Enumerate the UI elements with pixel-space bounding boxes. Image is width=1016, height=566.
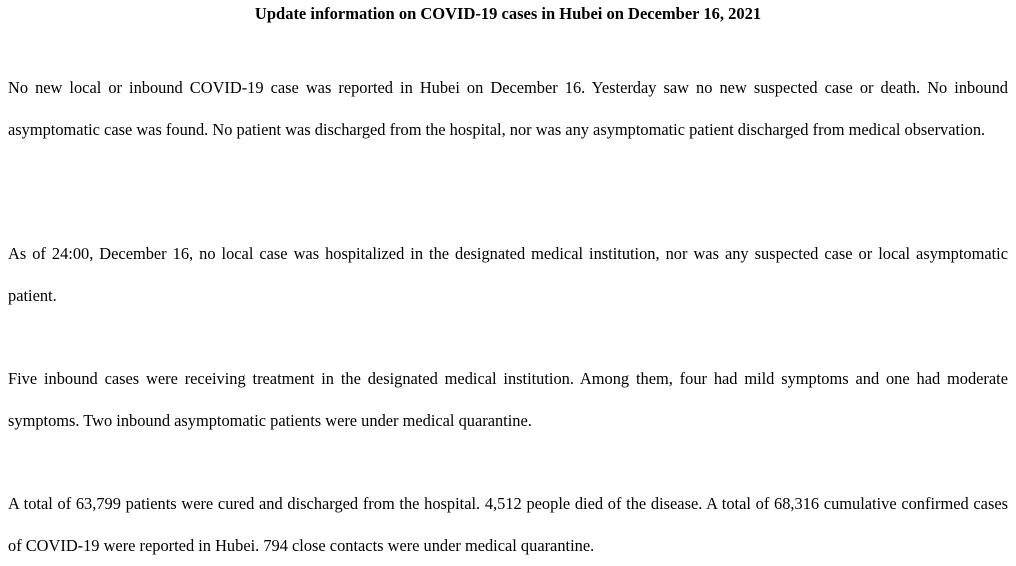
paragraph-hospitalized-status: As of 24:00, December 16, no local case was hospitalized in the designated medical institution, nor was any suspected case or local asymptomatic patient. xyxy=(8,244,1008,305)
document-title: Update information on COVID-19 cases in Hubei on December 16, 2021 xyxy=(254,4,762,23)
paragraph-inbound-treatment: Five inbound cases were receiving treatment in the designated medical institution. Among them, four had mild symptoms and one had moderate symptoms. Two inbound asymptomatic patients were under medical quarantine. xyxy=(8,369,1008,430)
paragraph-new-cases: No new local or inbound COVID-19 case was reported in Hubei on December 16. Yesterday saw no new suspected case or death. No inbound asymptomatic case was found. No patient was discharged from the hospital, nor was any asymptomatic patient discharged from medical observation. xyxy=(8,78,1008,139)
paragraph-cumulative-totals: A total of 63,799 patients were cured and discharged from the hospital. 4,512 people died of the disease. A total of 68,316 cumulative confirmed cases of COVID-19 were reported in Hubei. 794 close contacts were under medical quarantine. xyxy=(8,494,1008,555)
